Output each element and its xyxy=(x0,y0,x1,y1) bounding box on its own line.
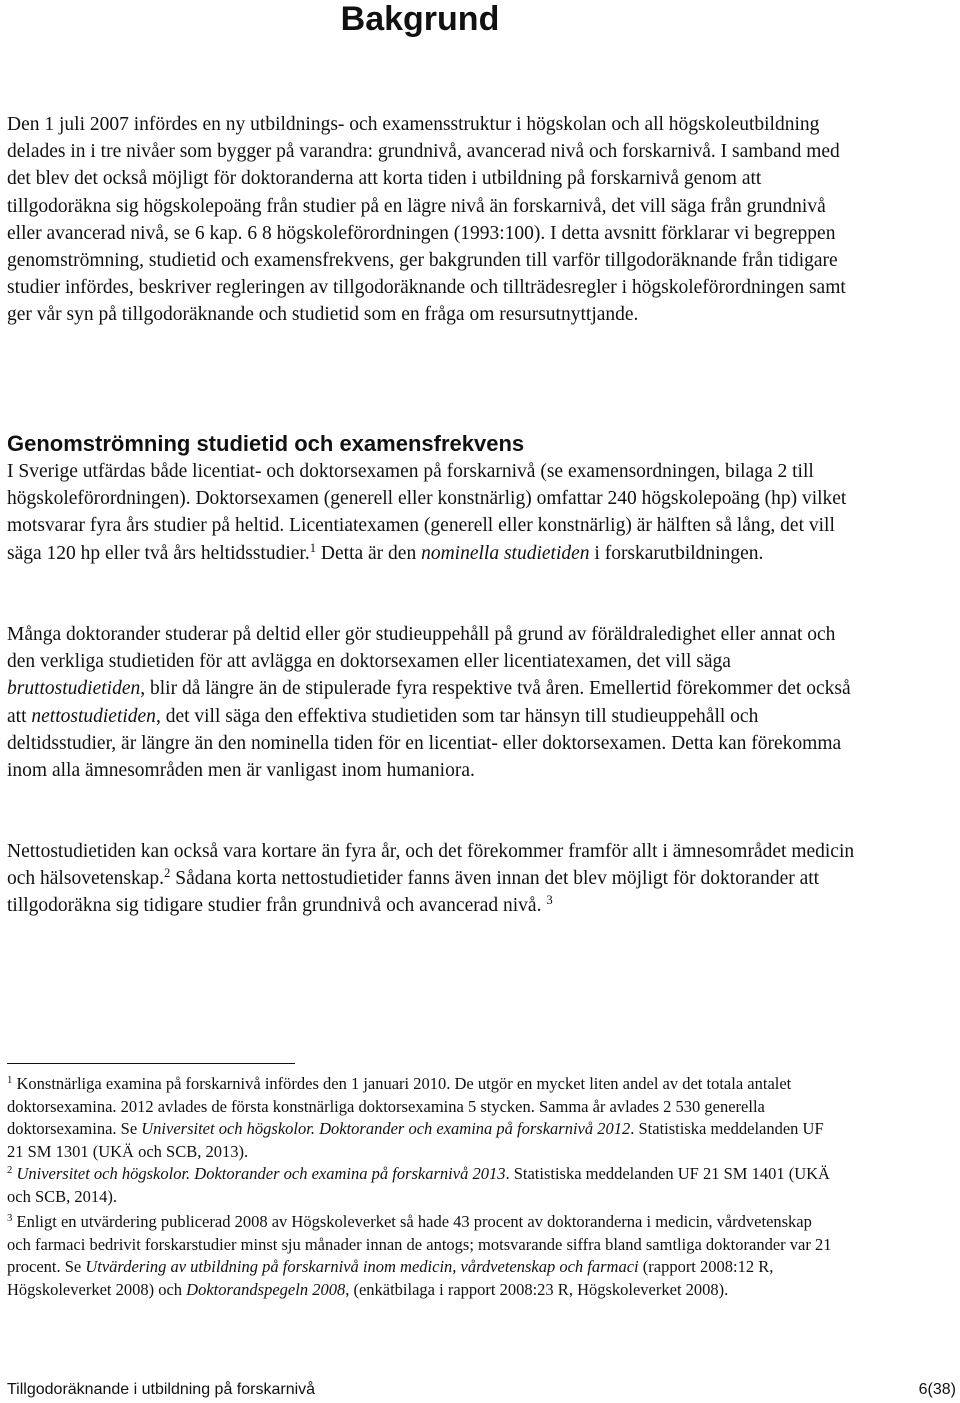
footnote-2 xyxy=(7,1163,837,1208)
paragraph-text: Nettostudietiden kan också vara kortare än fyra år, och det förekommer framför allt i ämnesområdet medicin och hälsovetenskap. xyxy=(7,841,855,890)
paragraph-text: I Sverige utfärdas både licentiat- och doktorsexamen på forskarnivå (se examensordningen, bilaga 2 till högskoleförordningen). Doktorsexamen (generell eller konstnärlig) omfattar 240 högskolepoäng (hp) vilket motsvarar fyra års studier på heltid. Licentiatexamen (generell eller konstnärlig) är hälften så lång, det vill säga 120 hp eller två års heltidsstudier. xyxy=(7,461,847,564)
paragraph-text: Många doktorander studerar på deltid eller gör studieuppehåll på grund av föräldraledighet eller annat och den verkliga studietiden för att avlägga en doktorsexamen eller licentiatexamen, det vill säga xyxy=(7,624,836,673)
footnote-text: (rapport 2008:12 R, Högskoleverket 2008) och xyxy=(7,1257,774,1299)
intro-paragraph: Den 1 juli 2007 infördes en ny utbildnings- och examensstruktur i högskolan och all högskoleutbildning delades in i tre nivåer som bygger på varandra: grundnivå, avancerad nivå och forskarnivå. I samband med det blev det också möjligt för doktoranderna att korta tiden i utbildning på forskarnivå genom att tillgodoräkna sig högskolepoäng från studier på en lägre nivå än forskarnivå, det vill säga från grundnivå eller avancerad nivå, se 6 kap. 6 8 högskoleförordningen (1993:100). I detta avsnitt förklarar vi begreppen genomströmning, studietid och examensfrekvens, ger bakgrunden till varför tillgodoräknande från tidigare studier infördes, beskriver regleringen av tillgodoräknande och tillträdesregler i högskoleförordningen samt ger vår syn på tillgodoräknande och studietid som en fråga om resursutnyttjande. xyxy=(7,114,846,326)
footnote-text: Konstnärliga examina på forskarnivå infördes den 1 januari 2010. De utgör en mycket liten andel av det totala antalet doktorsexamina. 2012 avlades de första konstnärliga doktorsexamina 5 stycken. Samma år avlades 2 530 generella doktorsexamina. Se xyxy=(7,1074,792,1138)
section-paragraph-2 xyxy=(7,621,857,784)
footnote-text: Enligt en utvärdering publicerad 2008 av Högskoleverket så hade 43 procent av doktoranderna i medicin, vårdvetenskap och farmaci bedrivit forskarstudier minst sju månader innan de antogs; motsvarande siffra bland samtliga doktorander var 21 procent. Se xyxy=(7,1212,832,1276)
footnote-text: . Statistiska meddelanden UF 21 SM 1301 (UKÄ och SCB, 2013). xyxy=(7,1119,824,1161)
footer-page-number: 6(38) xyxy=(918,1381,956,1398)
footnote-divider xyxy=(7,1063,295,1064)
paragraph-text: Detta är den xyxy=(316,542,422,564)
emphasis-term: nominella studietiden xyxy=(421,542,590,564)
page-title: Bakgrund xyxy=(340,0,500,38)
emphasis-term: bruttostudietiden xyxy=(7,678,141,700)
paragraph-text: i forskarutbildningen. xyxy=(589,542,764,564)
section-paragraph-1 xyxy=(7,458,857,567)
footnote-ref-3[interactable]: 3 xyxy=(546,893,553,908)
footnote-text: . Statistiska meddelanden UF 21 SM 1401 (UKÄ och SCB, 2014). xyxy=(7,1164,830,1206)
footnote-citation: Doktorandspegeln 2008 xyxy=(186,1279,346,1299)
footnote-1 xyxy=(7,1073,837,1163)
paragraph-text: , blir då längre än de stipulerade fyra respektive två åren. Emellertid förekommer det också att xyxy=(7,678,851,727)
section-heading: Genomströmning studietid och examensfrekvens xyxy=(7,431,525,456)
footnote-ref-2[interactable]: 2 xyxy=(164,866,171,881)
footnote-citation: Utvärdering av utbildning på forskarnivå inom medicin, vårdvetenskap och farmaci xyxy=(85,1257,639,1276)
paragraph-text: Sådana korta nettostudietider fanns även innan det blev möjligt för doktorander att tillgodoräkna sig tidigare studier från grundnivå och avancerad nivå. xyxy=(7,868,820,917)
footnote-ref-1[interactable]: 1 xyxy=(309,540,317,555)
footnote-3 xyxy=(7,1211,837,1301)
emphasis-term: nettostudietiden xyxy=(31,705,156,727)
footnote-text: , (enkätbilaga i rapport 2008:23 R, Högskoleverket 2008). xyxy=(345,1279,729,1299)
footnote-number: 1 xyxy=(7,1074,13,1087)
paragraph-text: , det vill säga den effektiva studietiden som tar hänsyn till studieuppehåll och deltidsstudier, är längre än den nominella tiden för en licentiat- eller doktorsexamen. Detta kan förekomma inom alla ämnesområden men är vanligast inom humaniora. xyxy=(7,705,842,782)
section-paragraph-3 xyxy=(7,838,857,920)
footer-document-title: Tillgodoräknande i utbildning på forskarnivå xyxy=(7,1381,316,1398)
footnote-citation: Universitet och högskolor. Doktorander och examina på forskarnivå 2012 xyxy=(141,1119,631,1138)
footnote-number: 2 xyxy=(7,1164,13,1177)
footnote-number: 3 xyxy=(7,1212,13,1225)
footnote-citation: Universitet och högskolor. Doktorander och examina på forskarnivå 2013 xyxy=(16,1164,506,1183)
